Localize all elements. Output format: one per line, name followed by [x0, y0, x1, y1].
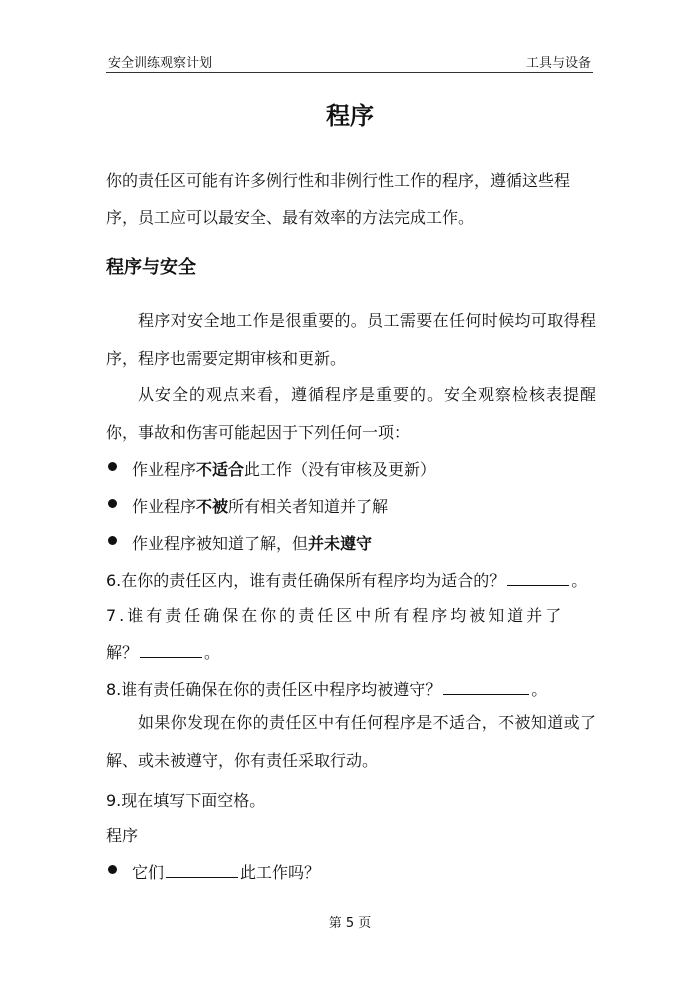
question-8 [106, 677, 596, 700]
question-8-text: 8.谁有责任确保在你的责任区中程序均被遵守？ [106, 680, 442, 699]
question-6 [106, 568, 596, 591]
paragraph-take-action: 如果你发现在你的责任区中有任何程序是不适合，不被知道或了解、或未被遵守，你有责任采取行动。 [106, 713, 596, 770]
question-7-end: 。 [204, 643, 221, 662]
answer-blank-7[interactable] [140, 643, 202, 658]
bullet-icon [108, 536, 117, 545]
page-header [106, 50, 593, 73]
header-left-title: 安全训练观察计划 [108, 56, 213, 71]
bullet-emphasis: 并未遵守 [308, 534, 373, 553]
answer-blank-suitability[interactable] [166, 863, 238, 878]
bullet-text: 作业程序 [132, 460, 197, 479]
question-7-line-2 [106, 640, 596, 663]
bullet-emphasis: 不被 [196, 497, 229, 516]
question-7-text: 解？ [106, 643, 139, 662]
question-6-end: 。 [571, 571, 588, 590]
bullet-text: 此工作吗？ [240, 863, 321, 882]
bullet-text: 此工作（没有审核及更新） [244, 460, 437, 479]
question-9: 9.现在填写下面空格。 [106, 791, 266, 810]
bullet-text: 作业程序被知道了解，但 [132, 534, 309, 553]
bullet-emphasis: 不适合 [196, 460, 245, 479]
bullet-text: 所有相关者知道并了解 [228, 497, 389, 516]
question-7-line-1: 7.谁有责任确保在你的责任区中所有程序均被知道并了 [106, 606, 565, 625]
bullet-icon [108, 499, 117, 508]
intro-line-1: 你的责任区可能有许多例行性和非例行性工作的程序，遵循这些程 [106, 171, 571, 190]
bullet-text: 作业程序 [132, 497, 197, 516]
bullet-icon [108, 865, 117, 874]
question-8-end: 。 [531, 680, 548, 699]
question-6-text: 6.在你的责任区内，谁有责任确保所有程序均为适合的？ [106, 571, 506, 590]
section-heading: 程序与安全 [106, 257, 196, 278]
bullet-text: 它们 [132, 863, 165, 882]
page-number: 第 5 页 [328, 916, 372, 931]
page-title: 程序 [326, 102, 374, 130]
answer-blank-8[interactable] [443, 680, 529, 695]
bullet-icon [108, 462, 117, 471]
header-right-title: 工具与设备 [525, 56, 591, 71]
paragraph-safety-viewpoint: 从安全的观点来看，遵循程序是重要的。安全观察检核表提醒你，事故和伤害可能起因于下列任何一项： [106, 385, 596, 442]
label-program: 程序 [106, 826, 139, 845]
intro-line-2: 序，员工应可以最安全、最有效率的方法完成工作。 [106, 208, 475, 227]
answer-blank-6[interactable] [507, 571, 569, 586]
paragraph-procedures-importance: 程序对安全地工作是很重要的。员工需要在任何时候均可取得程序，程序也需要定期审核和更新。 [106, 311, 596, 368]
